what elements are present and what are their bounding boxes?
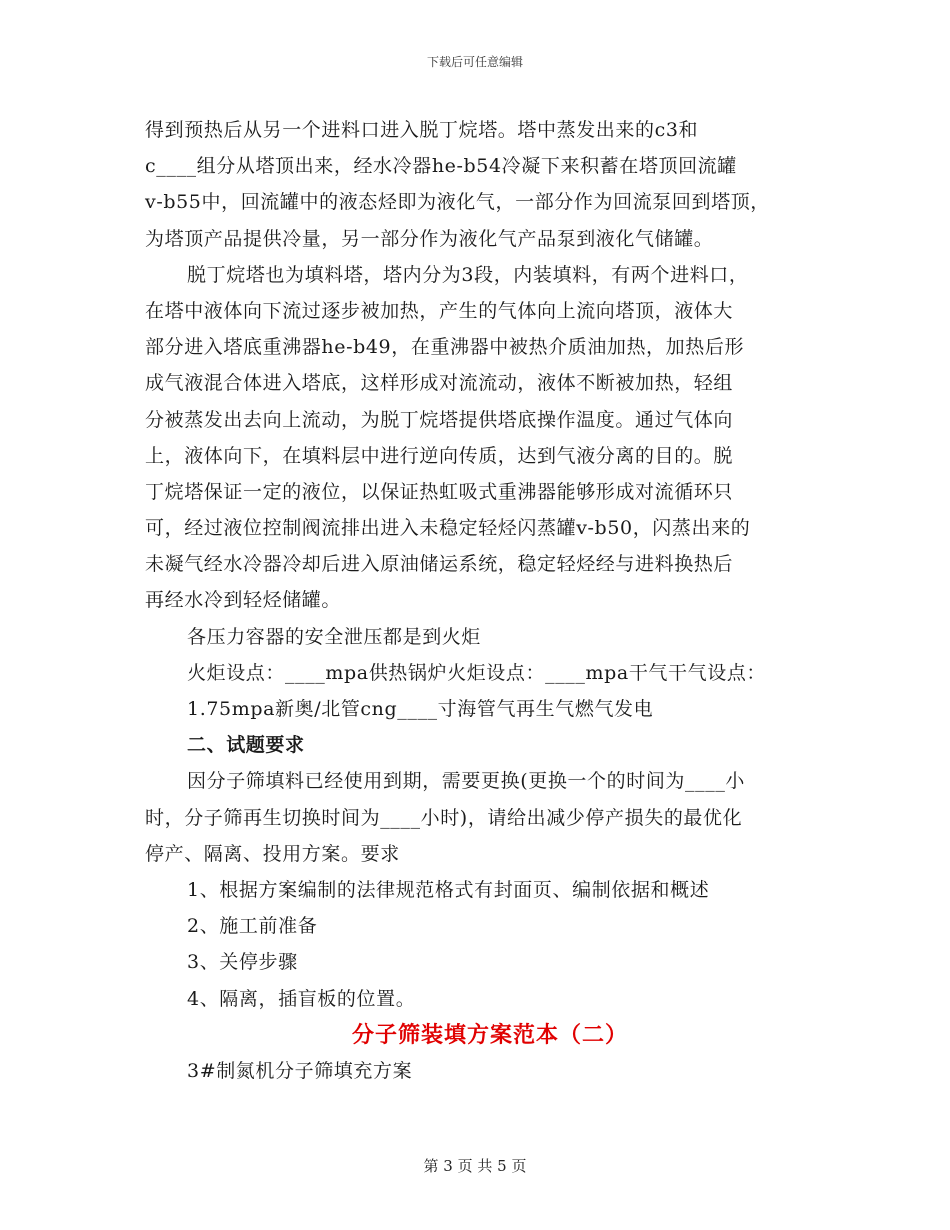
flare-line: 1.75mpa新奥/北管cng____寸海管气再生气燃气发电: [187, 698, 654, 720]
paragraph-line: 上，液体向下，在填料层中进行逆向传质，达到气液分离的目的。脱: [145, 444, 734, 467]
paragraph-line: c____组分从塔顶出来，经水冷器he-b54冷凝下来积蓄在塔顶回流罐: [145, 155, 737, 178]
paragraph-line: 在塔中液体向下流过逐步被加热，产生的气体向上流向塔顶，液体大: [145, 299, 734, 322]
requirement-line: 停产、隔离、投用方案。要求: [145, 842, 400, 865]
paragraph-line: 成气液混合体进入塔底，这样形成对流流动，液体不断被加热，轻组: [145, 372, 734, 395]
document-body: [145, 112, 835, 1089]
page-footer: 第 3 页 共 5 页: [423, 1157, 527, 1175]
requirement-line: 时，分子筛再生切换时间为____小时)，请给出减少停产损失的最优化: [145, 806, 743, 829]
requirement-line: 因分子筛填料已经使用到期，需要更换(更换一个的时间为____小: [187, 770, 746, 793]
list-item: 2、施工前准备: [187, 915, 318, 938]
document-subtitle: 3#制氮机分子筛填充方案: [187, 1059, 413, 1082]
paragraph-line: 丁烷塔保证一定的液位，以保证热虹吸式重沸器能够形成对流循环只: [145, 480, 734, 503]
paragraph-line: v-b55中，回流罐中的液态烃即为液化气，一部分作为回流泵回到塔顶，: [145, 191, 770, 214]
section-heading: 二、试题要求: [187, 734, 305, 757]
paragraph-line: 部分进入塔底重沸器he-b49，在重沸器中被热介质油加热，加热后形: [145, 336, 745, 359]
paragraph-line: 再经水冷到轻烃储罐。: [145, 589, 342, 612]
paragraph-line: 未凝气经水冷器冷却后进入原油储运系统，稳定轻烃经与进料换热后: [145, 553, 734, 576]
list-item: 4、隔离，插盲板的位置。: [187, 987, 416, 1010]
paragraph-line: 为塔顶产品提供冷量，另一部分作为液化气产品泵到液化气储罐。: [145, 227, 714, 250]
flare-line: 火炬设点：____mpa供热锅炉火炬设点：____mpa干气干气设点：: [187, 661, 767, 684]
paragraph-line: 得到预热后从另一个进料口进入脱丁烷塔。塔中蒸发出来的c3和: [145, 119, 699, 141]
list-item: 1、根据方案编制的法律规范格式有封面页、编制依据和概述: [187, 878, 710, 901]
paragraph-line: 脱丁烷塔也为填料塔，塔内分为3段，内装填料，有两个进料口，: [187, 263, 749, 286]
safety-line: 各压力容器的安全泄压都是到火炬: [187, 625, 482, 648]
paragraph-line: 分被蒸发出去向上流动，为脱丁烷塔提供塔底操作温度。通过气体向: [145, 408, 734, 431]
list-item: 3、关停步骤: [187, 951, 298, 974]
page-header: 下载后可任意编辑: [426, 55, 523, 69]
document-title: 分子筛装填方案范本（二）: [351, 1021, 628, 1048]
paragraph-line: 可，经过液位控制阀流排出进入未稳定轻烃闪蒸罐v-b50，闪蒸出来的: [145, 517, 751, 540]
